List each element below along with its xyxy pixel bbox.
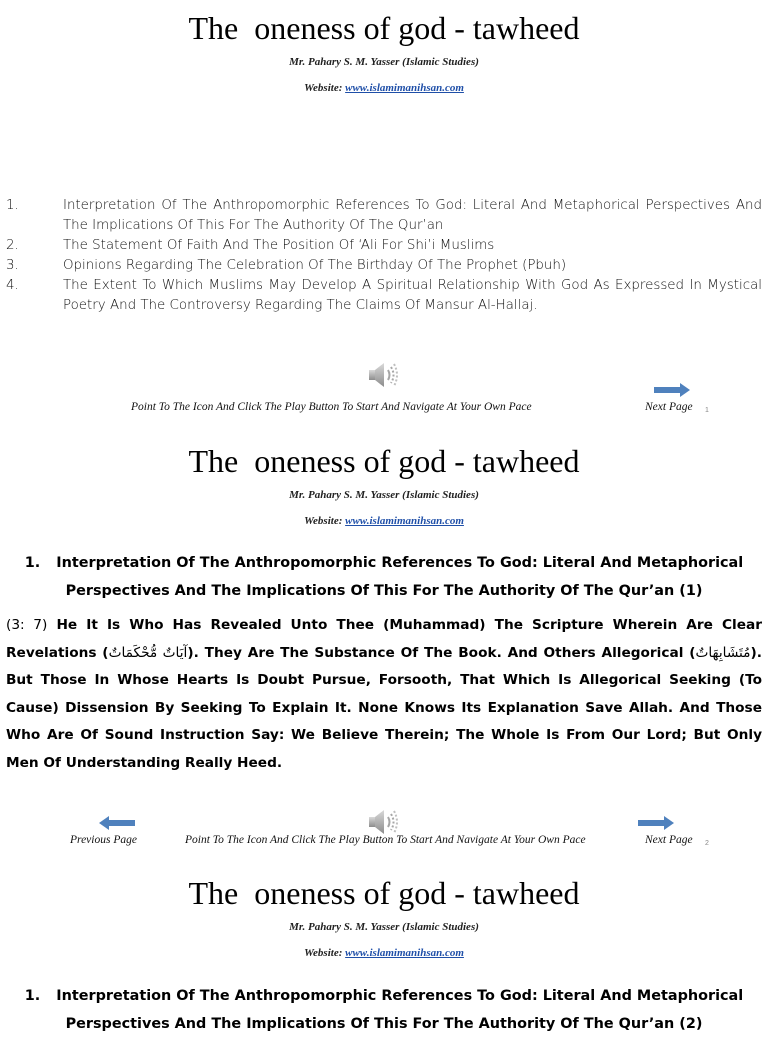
section-heading-number: 1. <box>24 555 41 571</box>
section-heading-line-2: Perspectives And The Implications Of This For The Authority Of The Qur’an (1) <box>65 583 703 599</box>
next-page-link[interactable]: Next Page <box>645 834 693 846</box>
verse-text <box>6 612 762 777</box>
slide-title: The oneness of god - tawheed <box>188 875 580 911</box>
list-item <box>6 236 762 256</box>
section-heading-number: 1. <box>24 988 41 1004</box>
navigation-instruction: Point To The Icon And Click The Play Button To Start And Navigate At Your Own Pace <box>185 834 586 846</box>
author-line: Mr. Pahary S. M. Yasser (Islamic Studies) <box>289 921 479 933</box>
list-item-text: Interpretation Of The Anthropomorphic References To God: Literal And Metaphorical Perspectives And The Implications Of This For The Authority Of The Qur’an <box>63 198 762 233</box>
list-item-number: 4. <box>6 278 19 293</box>
page-number: 2 <box>705 840 709 847</box>
arabic-phrase: آيَاتٌ مُّحْكَمَاتٌ <box>108 644 188 661</box>
list-item-text: Opinions Regarding The Celebration Of The Birthday Of The Prophet (Pbuh) <box>63 258 567 273</box>
list-item-number: 1. <box>6 198 19 213</box>
list-item-text: The Statement Of Faith And The Position Of ‘Ali For Shi’i Muslims <box>63 238 495 253</box>
website-line <box>0 514 768 528</box>
author-line: Mr. Pahary S. M. Yasser (Islamic Studies) <box>289 56 479 68</box>
author-line: Mr. Pahary S. M. Yasser (Islamic Studies) <box>289 489 479 501</box>
website-link[interactable]: www.islamimanihsan.com <box>345 947 464 959</box>
slide-3 <box>0 864 768 1032</box>
slide-2 <box>0 432 768 864</box>
website-label: Website: <box>304 947 343 959</box>
previous-page-link[interactable]: Previous Page <box>70 834 137 846</box>
list-item-number: 3. <box>6 258 19 273</box>
list-item <box>6 256 762 276</box>
website-line <box>0 81 768 95</box>
section-heading <box>20 549 748 605</box>
section-heading-text: Interpretation Of The Anthropomorphic References To God: Literal And Metaphorical <box>56 988 744 1004</box>
list-item-text: The Extent To Which Muslims May Develop A Spiritual Relationship With God As Expressed In Mystical Poetry And The Controversy Regarding The Claims Of Mansur Al-Hallaj. <box>63 278 762 313</box>
section-heading <box>20 982 748 1038</box>
verse-reference: (3: 7) <box>6 617 48 633</box>
topics-list <box>6 196 762 316</box>
section-heading-line-1 <box>20 549 748 577</box>
website-label: Website: <box>304 515 343 527</box>
next-page-link[interactable]: Next Page <box>645 401 693 413</box>
speaker-icon[interactable] <box>367 360 401 390</box>
verse-part: ). But Those In Whose Hearts Is Doubt Pursue, Forsooth, That Which Is Allegorical Seeking (To Cause) Dissension By Seeking To Explain It. None Knows Its Explanation Save Allah. And Those Who Are Of Sound Instruction Say: We Believe Therein; The Whole Is From Our Lord; But Only Men Of Understanding Really Heed. <box>6 644 762 771</box>
section-heading-text: Interpretation Of The Anthropomorphic References To God: Literal And Metaphorical <box>56 555 744 571</box>
website-label: Website: <box>304 82 343 94</box>
website-link[interactable]: www.islamimanihsan.com <box>345 82 464 94</box>
verse-part: He It Is Who Has Revealed Unto Thee (Muhammad) The Scripture Wherein Are Clear Revelations ( <box>6 617 762 661</box>
list-item <box>6 276 762 316</box>
arrow-left-icon[interactable] <box>99 816 135 830</box>
arrow-right-icon[interactable] <box>654 383 690 397</box>
arabic-phrase: مُتَشَابِهَاتٌ <box>695 644 751 661</box>
verse-part: ). They Are The Substance Of The Book. And Others Allegorical ( <box>187 644 696 661</box>
section-heading-line-2: Perspectives And The Implications Of This For The Authority Of The Qur’an (2) <box>65 1016 703 1032</box>
page-number: 1 <box>705 407 709 414</box>
list-item <box>6 196 762 236</box>
website-link[interactable]: www.islamimanihsan.com <box>345 515 464 527</box>
slide-title: The oneness of god - tawheed <box>188 443 580 479</box>
arrow-right-icon[interactable] <box>638 816 674 830</box>
website-line <box>0 946 768 960</box>
list-item-number: 2. <box>6 238 19 253</box>
slide-title: The oneness of god - tawheed <box>188 10 580 46</box>
section-heading-line-1 <box>20 982 748 1010</box>
slide-1 <box>0 0 768 432</box>
navigation-instruction: Point To The Icon And Click The Play Button To Start And Navigate At Your Own Pace <box>131 401 532 413</box>
